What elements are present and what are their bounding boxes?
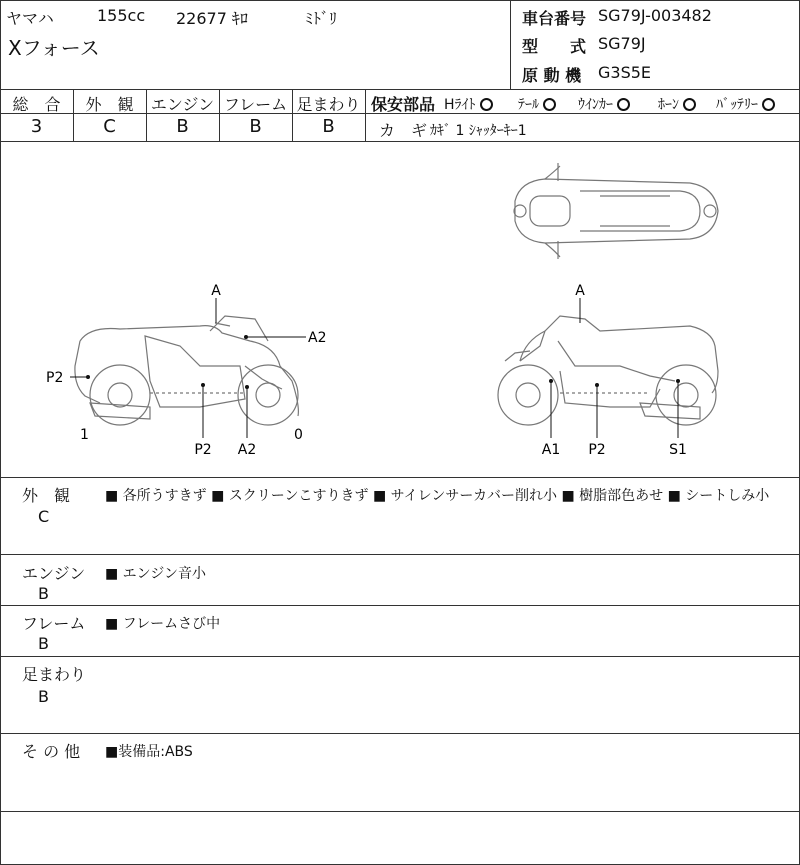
- type-value: SG79J: [598, 34, 646, 53]
- scooter-left-view: [75, 316, 298, 425]
- right-label-a1: A1: [541, 442, 561, 458]
- remark-other-title: そ の 他: [22, 742, 81, 761]
- ok-circle-icon: [762, 98, 775, 111]
- damage-diagram: [0, 141, 800, 477]
- safety-item-label: ｳｲﾝｶｰ: [578, 97, 613, 113]
- safety-item-headlight: [444, 94, 493, 114]
- ok-circle-icon: [617, 98, 630, 111]
- key-label: カ ギ: [379, 121, 428, 140]
- remark-line: [0, 554, 800, 555]
- grade-divider: [365, 89, 366, 141]
- header-bottom-line: [0, 89, 800, 90]
- maker: ヤマハ: [6, 9, 54, 28]
- left-label-a2-upper: A2: [308, 330, 327, 346]
- grade-overall-label: 総 合: [12, 95, 61, 114]
- grade-exterior-value: C: [103, 116, 116, 137]
- scooter-right-view: [498, 316, 718, 425]
- frame-no: SG79J-003482: [598, 6, 712, 25]
- grade-overall-value: 3: [30, 116, 43, 137]
- grade-engine-label: エンジン: [150, 95, 215, 114]
- left-label-a2-bottom: A2: [237, 442, 257, 458]
- remark-line: [0, 733, 800, 734]
- frame-no-label: 車台番号: [522, 9, 587, 28]
- ok-circle-icon: [543, 98, 556, 111]
- safety-label: 保安部品: [371, 95, 436, 114]
- remark-suspension-title: 足まわり: [22, 665, 87, 684]
- safety-item-winker: [578, 94, 630, 114]
- engine-label: 原 動 機: [522, 66, 582, 85]
- remark-frame-grade: B: [38, 634, 49, 653]
- ok-circle-icon: [683, 98, 696, 111]
- safety-item-label: ﾎｰﾝ: [658, 97, 679, 113]
- left-label-num-0: 0: [294, 427, 303, 443]
- left-label-a: A: [211, 283, 221, 299]
- key-value: ｶｷﾞ 1 ｼｬｯﾀｰｷｰ1: [430, 123, 527, 139]
- scooter-top-view: [514, 163, 718, 259]
- remark-other-text: ■装備品:ABS: [105, 744, 193, 760]
- left-label-p2-side: P2: [46, 370, 64, 386]
- remark-exterior-text: ■ 各所うすきず ■ スクリーンこすりきず ■ サイレンサーカバー削れ小 ■ 樹脂部色あせ ■ シートしみ小: [105, 488, 770, 504]
- header-divider: [510, 0, 511, 89]
- remark-suspension-grade: B: [38, 687, 49, 706]
- safety-item-label: Hﾗｲﾄ: [444, 97, 476, 113]
- safety-item-battery: [716, 94, 775, 114]
- safety-item-label: ﾊﾞｯﾃﾘｰ: [716, 97, 758, 113]
- remark-engine-grade: B: [38, 584, 49, 603]
- remark-frame-text: ■ フレームさび中: [105, 616, 221, 632]
- model-name: Xフォース: [8, 36, 100, 60]
- grade-frame-label: フレーム: [223, 95, 288, 114]
- remark-engine-text: ■ エンジン音小: [105, 566, 206, 582]
- remark-engine-title: エンジン: [22, 564, 86, 583]
- remark-line: [0, 811, 800, 812]
- safety-item-horn: [658, 94, 696, 114]
- right-label-a: A: [575, 283, 585, 299]
- diagram-bottom-line: [0, 477, 800, 478]
- right-label-p2: P2: [588, 442, 606, 458]
- left-label-p2-bottom: P2: [194, 442, 212, 458]
- border-top: [0, 0, 800, 1]
- remark-exterior-title: 外 観: [22, 486, 71, 505]
- ok-circle-icon: [480, 98, 493, 111]
- grade-engine-value: B: [176, 116, 189, 137]
- engine-value: G3S5E: [598, 63, 652, 82]
- remark-frame-title: フレーム: [22, 614, 86, 633]
- remark-line: [0, 605, 800, 606]
- remark-exterior-grade: C: [38, 507, 50, 526]
- grade-frame-value: B: [249, 116, 262, 137]
- left-label-num-1: 1: [80, 427, 89, 443]
- displacement: 155cc: [97, 6, 146, 25]
- grade-suspension-label: 足まわり: [296, 95, 361, 114]
- mileage: 22677 ｷﾛ: [176, 9, 248, 28]
- grade-suspension-value: B: [322, 116, 335, 137]
- grade-exterior-label: 外 観: [85, 95, 134, 114]
- remark-line: [0, 656, 800, 657]
- color: ﾐﾄﾞﾘ: [305, 9, 338, 28]
- type-label: 型 式: [522, 37, 587, 56]
- safety-item-label: ﾃｰﾙ: [518, 97, 539, 113]
- right-label-s1: S1: [669, 442, 687, 458]
- safety-item-tail: [518, 94, 556, 114]
